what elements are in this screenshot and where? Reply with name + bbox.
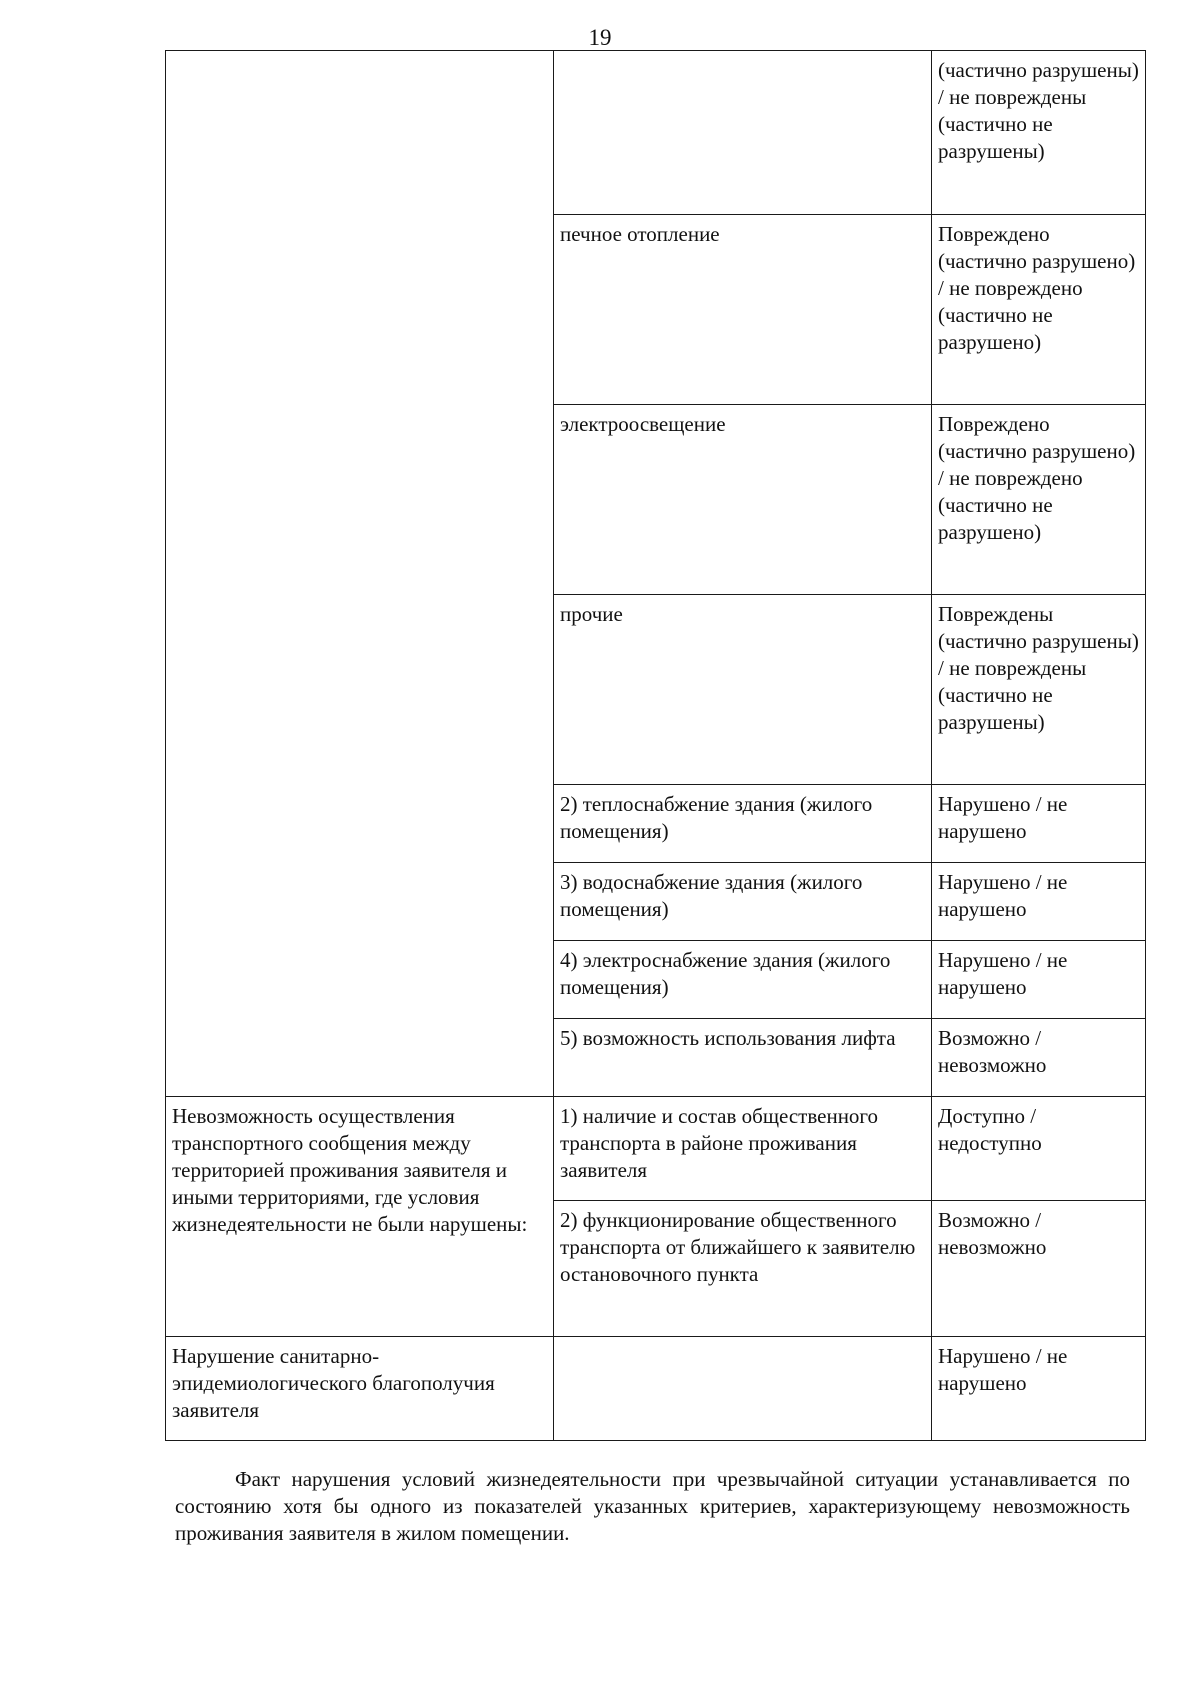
indicator-cell [554,51,932,215]
indicator-cell: печное отопление [554,215,932,405]
indicator-cell: прочие [554,595,932,785]
page-number: 19 [588,25,612,50]
state-cell: Возможно / невозможно [932,1201,1146,1337]
indicator-cell: 2) функционирование общественного транспорта от ближайшего к заявителю остановочного пункта [554,1201,932,1337]
criterion-cell: Нарушение санитарно-эпидемиологического благополучия заявителя [166,1337,554,1441]
state-cell: Повреждено (частично разрушено) / не повреждено (частично не разрушено) [932,215,1146,405]
state-cell: Повреждено (частично разрушено) / не повреждено (частично не разрушено) [932,405,1146,595]
table-row [166,1097,1146,1201]
state-cell: Доступно / недоступно [932,1097,1146,1201]
criterion-cell [166,51,554,1097]
indicator-cell: 3) водоснабжение здания (жилого помещения) [554,863,932,941]
indicator-cell: 2) теплоснабжение здания (жилого помещения) [554,785,932,863]
table-row [166,1337,1146,1441]
criterion-cell: Невозможность осуществления транспортного сообщения между территорией проживания заявителя и иными территориями, где условия жизнедеятельности не были нарушены: [166,1097,554,1337]
state-cell: Нарушено / не нарушено [932,1337,1146,1441]
table-row [166,51,1146,215]
indicator-cell [554,1337,932,1441]
state-cell: Повреждены (частично разрушены) / не повреждены (частично не разрушены) [932,595,1146,785]
state-cell: Нарушено / не нарушено [932,941,1146,1019]
indicator-cell: 5) возможность использования лифта [554,1019,932,1097]
indicator-cell: 1) наличие и состав общественного транспорта в районе проживания заявителя [554,1097,932,1201]
footer-paragraph: Факт нарушения условий жизнедеятельности при чрезвычайной ситуации устанавливается по состоянию хотя бы одного из показателей указанных критериев, характеризующему невозможность проживания заявителя в жилом помещении. [175,1467,1130,1545]
criteria-table [165,50,1146,1441]
indicator-cell: 4) электроснабжение здания (жилого помещения) [554,941,932,1019]
state-cell: Нарушено / не нарушено [932,785,1146,863]
state-cell: Нарушено / не нарушено [932,863,1146,941]
state-cell: (частично разрушены) / не повреждены (частично не разрушены) [932,51,1146,215]
indicator-cell: электроосвещение [554,405,932,595]
state-cell: Возможно / невозможно [932,1019,1146,1097]
